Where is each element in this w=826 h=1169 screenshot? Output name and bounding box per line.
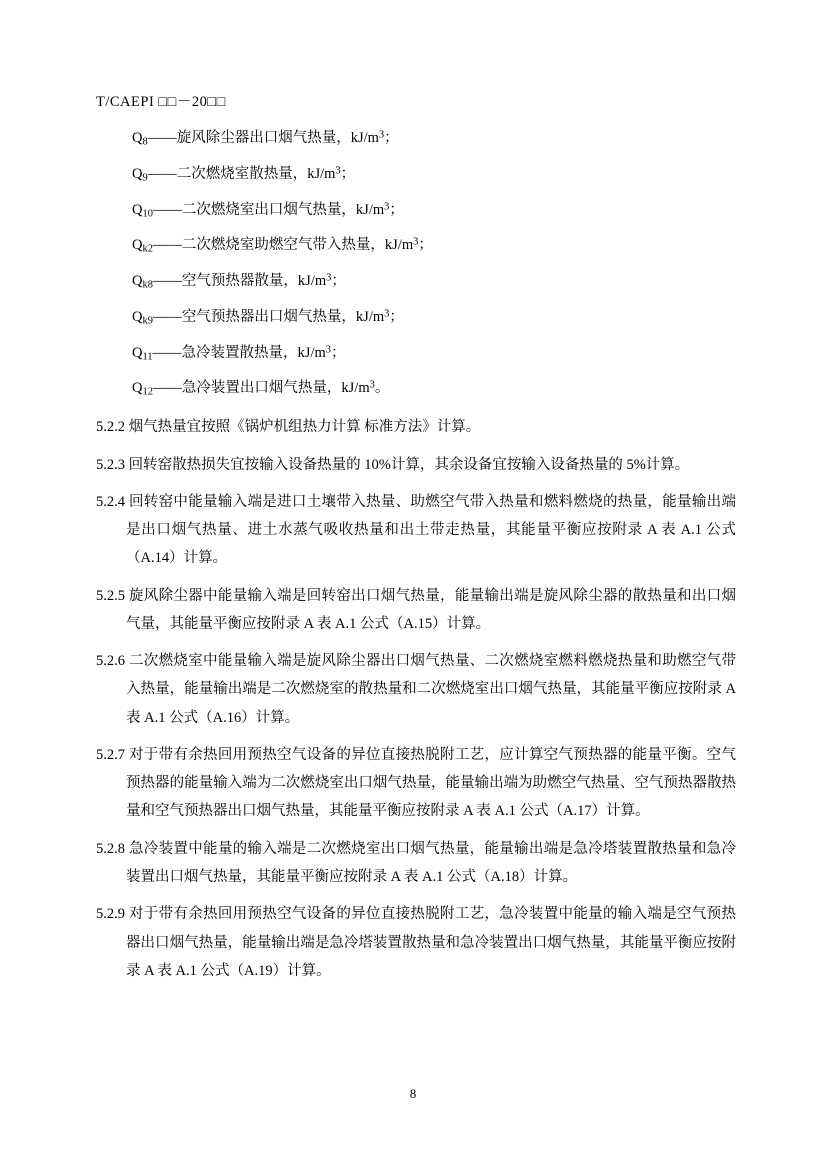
- symbol-subscript: k9: [142, 315, 153, 327]
- clause-paragraph: 5.2.8 急冷装置中能量的输入端是二次燃烧室出口烟气热量，能量输出端是急冷塔装置散热量和急冷装置出口烟气热量，其能量平衡应按附录 A 表 A.1 公式（A.18）计算。: [96, 840, 736, 885]
- page-content: [96, 90, 736, 994]
- clause-paragraph: 5.2.5 旋风除尘器中能量输入端是回转窑出口烟气热量，能量输出端是旋风除尘器的散热量和出口烟气量，其能量平衡应按附录 A 表 A.1 公式（A.15）计算。: [96, 587, 736, 632]
- symbol-item: [96, 270, 736, 294]
- clause-paragraph: 5.2.4 回转窑中能量输入端是进口土壤带入热量、助燃空气带入热量和燃料燃烧的热量，能量输出端是出口烟气热量、进土水蒸气吸收热量和出土带走热量，其能量平衡应按附录 A 表 A.1 公式（A.14）计算。: [96, 493, 736, 567]
- symbol-subscript: k2: [142, 243, 153, 255]
- symbol-end: ；: [331, 273, 346, 290]
- symbol-dash: ——: [152, 201, 182, 218]
- symbol-name: Q: [132, 165, 143, 182]
- symbol-item: [96, 163, 736, 187]
- symbol-text: 急冷装置出口烟气热量，kJ/m: [181, 380, 370, 397]
- symbol-name: Q: [132, 380, 143, 397]
- symbol-dash: ——: [152, 380, 182, 397]
- symbol-name: Q: [132, 273, 143, 290]
- symbol-text: 二次燃烧室散热量，kJ/m: [176, 165, 336, 182]
- clause-paragraph: 5.2.3 回转窑散热损失宜按输入设备热量的 10%计算，其余设备宜按输入设备热量的 5%计算。: [96, 456, 690, 473]
- symbol-name: Q: [132, 130, 143, 146]
- symbol-subscript: 11: [142, 351, 153, 363]
- symbol-end: ；: [330, 344, 346, 361]
- symbol-subscript: k8: [142, 279, 153, 291]
- symbol-end: ；: [389, 201, 404, 218]
- symbol-text: 空气预热器散量，kJ/m: [181, 273, 327, 290]
- symbol-subscript: 8: [142, 136, 148, 148]
- symbol-text: 空气预热器出口烟气热量，kJ/m: [181, 308, 385, 325]
- clause-paragraph: 5.2.9 对于带有余热回用预热空气设备的异位直接热脱附工艺，急冷装置中能量的输入端是空气预热器出口烟气热量，能量输出端是急冷塔装置散热量和急冷装置出口烟气热量，其能量平衡应按附录 A 表 A.1 公式（A.19）计算。: [96, 906, 736, 979]
- symbol-end: 。: [374, 380, 390, 397]
- clause-paragraph: 5.2.6 二次燃烧室中能量输入端是旋风除尘器出口烟气热量、二次燃烧室燃料燃烧热量和助燃空气带入热量，能量输出端是二次燃烧室的散热量和二次燃烧室出口烟气热量，其能量平衡应按附录 A 表 A.1 公式（A.16）计算。: [96, 653, 736, 726]
- symbol-dash: ——: [152, 308, 182, 325]
- symbol-unit-exponent: 3: [335, 165, 341, 177]
- symbol-dash: ——: [147, 165, 177, 182]
- symbol-end: ；: [384, 130, 399, 146]
- symbol-dash: ——: [152, 237, 182, 254]
- symbol-unit-exponent: 3: [384, 308, 390, 320]
- symbol-item: [96, 342, 736, 366]
- document-header: T/CAEPI □□－20□□: [96, 94, 226, 110]
- symbol-unit-exponent: 3: [325, 344, 331, 355]
- symbol-unit-exponent: 3: [378, 129, 385, 141]
- symbol-subscript: 12: [142, 387, 153, 399]
- symbol-dash: ——: [152, 273, 182, 290]
- symbol-name: Q: [132, 237, 143, 254]
- clause-paragraph: 5.2.2 烟气热量宜按照《锅炉机组热力计算 标准方法》计算。: [96, 419, 481, 436]
- symbol-item: [96, 377, 736, 401]
- symbol-item: [96, 199, 736, 223]
- clause-paragraph: 5.2.7 对于带有余热回用预热空气设备的异位直接热脱附工艺，应计算空气预热器的能量平衡。空气预热器的能量输入端为二次燃烧室出口烟气热量，能量输出端为助燃空气热量、空气预热器散热量和空气预热器出口烟气热量，其能量平衡应按附录 A 表 A.1 公式（A.17）计算。: [96, 746, 736, 820]
- symbol-name: Q: [132, 201, 143, 218]
- symbol-unit-exponent: 3: [369, 379, 375, 391]
- symbol-dash: ——: [147, 130, 177, 146]
- symbol-text: 二次燃烧室助燃空气带入热量，kJ/m: [181, 237, 414, 254]
- symbol-unit-exponent: 3: [326, 272, 332, 284]
- symbol-unit-exponent: 3: [384, 200, 390, 212]
- symbol-end: ；: [418, 237, 433, 254]
- symbol-definition-list: [96, 127, 736, 401]
- page-number: 8: [409, 1086, 417, 1101]
- symbol-text: 旋风除尘器出口烟气热量，kJ/m: [176, 130, 379, 146]
- symbol-dash: ——: [152, 344, 182, 361]
- symbol-subscript: 10: [142, 208, 153, 220]
- symbol-text: 急冷装置散热量，kJ/m: [181, 344, 326, 361]
- symbol-item: [96, 234, 736, 258]
- symbol-item: [96, 306, 736, 330]
- symbol-text: 二次燃烧室出口烟气热量，kJ/m: [181, 201, 385, 218]
- symbol-end: ；: [389, 308, 404, 325]
- symbol-subscript: 9: [142, 172, 148, 184]
- symbol-end: ；: [340, 165, 356, 182]
- symbol-name: Q: [132, 344, 143, 361]
- symbol-unit-exponent: 3: [413, 236, 419, 248]
- symbol-name: Q: [132, 308, 143, 325]
- symbol-item: [96, 127, 736, 151]
